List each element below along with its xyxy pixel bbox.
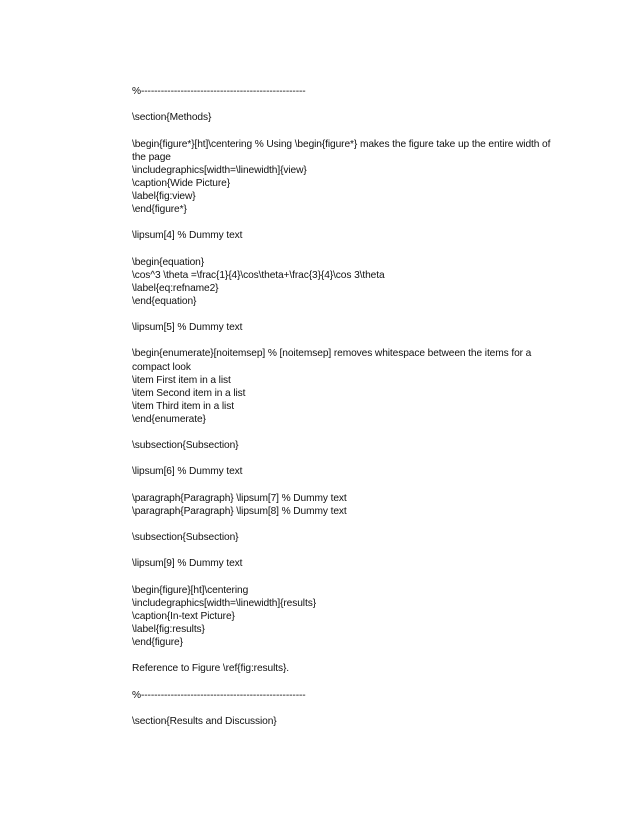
text-line: \section{Methods} <box>132 112 212 124</box>
text-line: %-------------------------------------------------- <box>132 86 306 97</box>
text-paragraph <box>132 584 552 649</box>
text-line: \subsection{Subsection} <box>132 532 239 544</box>
text-line: \lipsum[4] % Dummy text <box>132 230 243 242</box>
text-line: \lipsum[5] % Dummy text <box>132 322 243 334</box>
document-body <box>132 85 552 741</box>
text-line: \item Third item in a list <box>132 400 234 412</box>
text-line: \paragraph{Paragraph} \lipsum[7] % Dummy text <box>132 492 347 504</box>
text-paragraph <box>132 492 552 518</box>
text-line: %-------------------------------------------------- <box>132 689 306 701</box>
text-line: Reference to Figure \ref{fig:results}. <box>132 663 290 675</box>
text-line: \end{figure*} <box>132 204 187 216</box>
text-line: \cos^3 \theta =\frac{1}{4}\cos\theta+\frac{3}{4}\cos 3\theta <box>132 269 385 281</box>
text-paragraph <box>132 465 552 478</box>
text-line: \lipsum[6] % Dummy text <box>132 466 243 478</box>
text-line: \end{equation} <box>132 295 197 307</box>
text-line: \begin{figure*}[ht]\centering % Using \begin{figure*} makes the figure take up the entire width of the page <box>132 138 554 163</box>
text-line: \subsection{Subsection} <box>132 440 239 452</box>
text-paragraph <box>132 321 552 334</box>
text-line: \label{eq:refname2} <box>132 282 219 294</box>
text-line: \item Second item in a list <box>132 387 246 399</box>
text-paragraph <box>132 138 552 217</box>
text-line: \label{fig:results} <box>132 623 205 635</box>
text-paragraph <box>132 256 552 308</box>
text-line: \lipsum[9] % Dummy text <box>132 558 243 570</box>
text-paragraph <box>132 689 552 702</box>
text-line: \caption{In-text Picture} <box>132 610 235 622</box>
text-paragraph <box>132 662 552 675</box>
text-paragraph <box>132 439 552 452</box>
text-line: \end{figure} <box>132 637 183 649</box>
text-line: \includegraphics[width=\linewidth]{view} <box>132 164 307 176</box>
text-paragraph <box>132 715 552 728</box>
text-line: \includegraphics[width=\linewidth]{results} <box>132 597 316 609</box>
text-line: \end{enumerate} <box>132 413 206 425</box>
text-line: \label{fig:view} <box>132 190 196 202</box>
text-line: \item First item in a list <box>132 374 231 386</box>
text-paragraph <box>132 111 552 124</box>
text-paragraph <box>132 557 552 570</box>
text-line: \begin{enumerate}[noitemsep] % [noitemsep] removes whitespace between the items for a compact look <box>132 348 534 373</box>
text-paragraph <box>132 229 552 242</box>
text-line: \begin{figure}[ht]\centering <box>132 584 249 596</box>
text-paragraph <box>132 347 552 426</box>
text-paragraph <box>132 85 552 98</box>
text-line: \paragraph{Paragraph} \lipsum[8] % Dummy text <box>132 505 347 517</box>
text-paragraph <box>132 531 552 544</box>
text-line: \caption{Wide Picture} <box>132 177 231 189</box>
text-line: \section{Results and Discussion} <box>132 715 277 727</box>
text-line: \begin{equation} <box>132 256 205 268</box>
